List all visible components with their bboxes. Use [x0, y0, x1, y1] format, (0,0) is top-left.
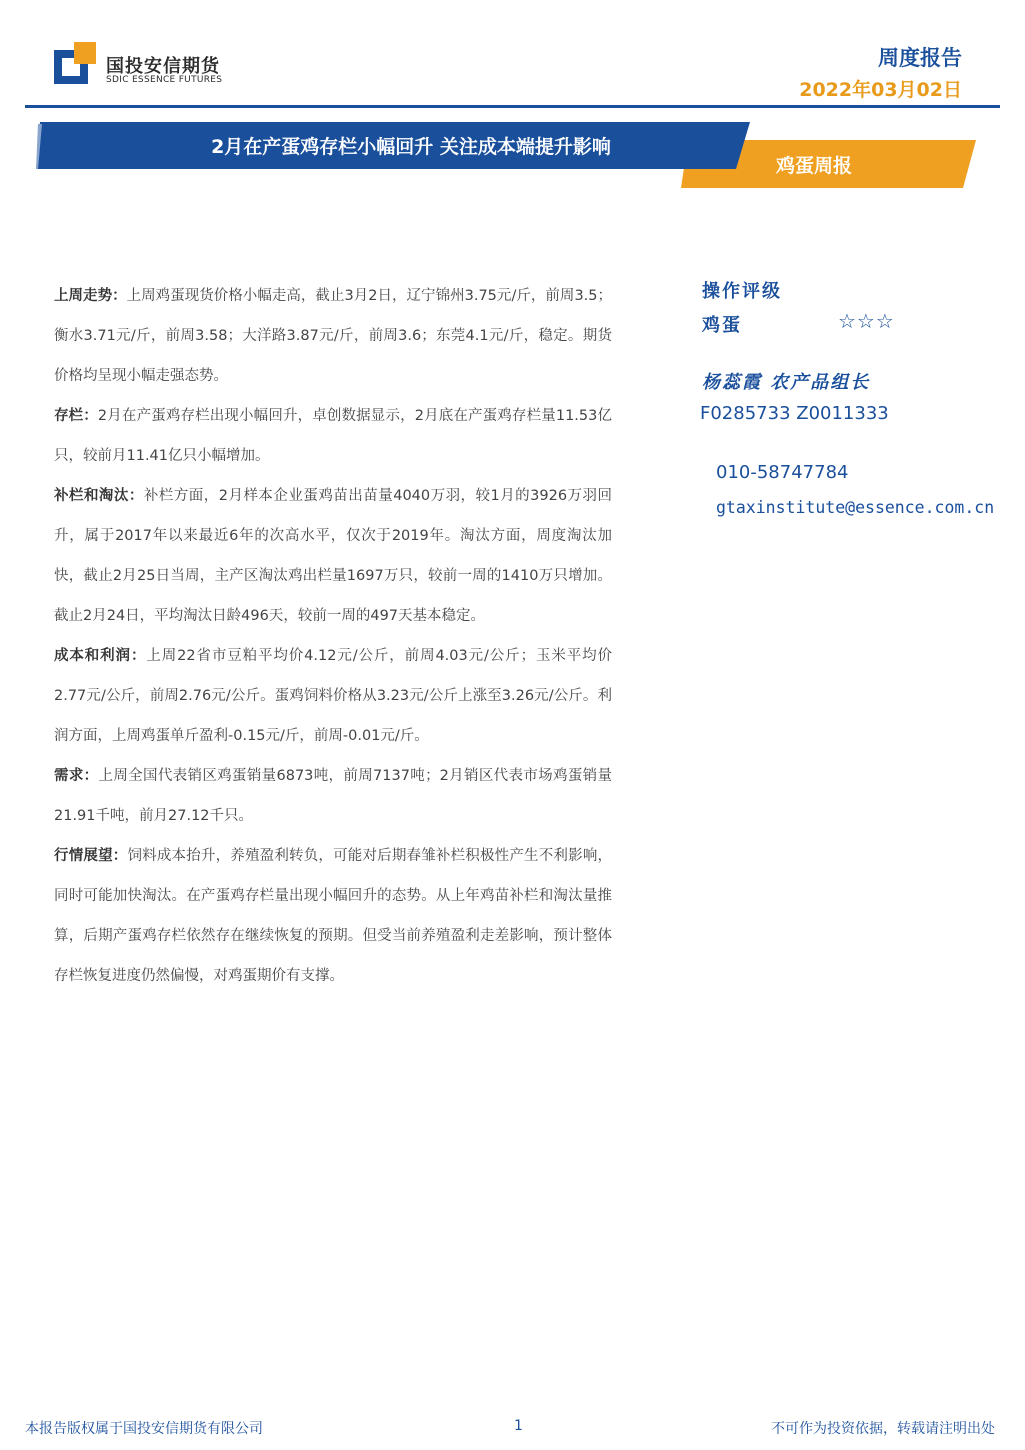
header-divider — [25, 105, 1000, 108]
paragraph-inventory: 存栏：2月在产蛋鸡存栏出现小幅回升，卓创数据显示，2月底在产蛋鸡存栏量11.53亿只，较前月11.41亿只小幅增加。 — [54, 408, 612, 464]
paragraph-demand: 需求：上周全国代表销区鸡蛋销量6873吨，前周7137吨；2月销区代表市场鸡蛋销量21.91千吨，前月27.12千只。 — [54, 768, 612, 824]
paragraph-outlook: 行情展望：饲料成本抬升，养殖盈利转负，可能对后期春雏补栏积极性产生不利影响，同时可能加快淘汰。在产蛋鸡存栏量出现小幅回升的态势。从上年鸡苗补栏和淘汰量推算，后期产蛋鸡存栏依然存在继续恢复的预期。但受当前养殖盈利走差影响，预计整体存栏恢复进度仍然偏慢，对鸡蛋期价有支撑。 — [54, 848, 613, 984]
page-number: 1 — [514, 1418, 523, 1434]
paragraph-restock-culling: 补栏和淘汰：补栏方面，2月样本企业蛋鸡苗出苗量4040万羽，较1月的3926万羽回升，属于2017年以来最近6年的次高水平，仅次于2019年。淘汰方面，周度淘汰加快，截止2月25日当周，主产区淘汰鸡出栏量1697万只，较前一周的1410万只增加。截止2月24日，平均淘汰日龄496天，较前一周的497天基本稳定。 — [54, 488, 612, 624]
logo-mark-icon — [54, 42, 96, 84]
title-banner — [36, 120, 986, 190]
logo-name-en: SDIC ESSENCE FUTURES — [106, 75, 223, 85]
report-type: 周度报告 — [878, 46, 962, 70]
rating-stars-icon: ☆☆☆ — [838, 309, 895, 333]
paragraph-market-trend: 上周走势：上周鸡蛋现货价格小幅走高，截止3月2日，辽宁锦州3.75元/斤，前周3.5；衡水3.71元/斤，前周3.58；大洋路3.87元/斤，前周3.6；东莞4.1元/斤，稳定。期货价格均呈现小幅走强态势。 — [54, 288, 613, 384]
company-logo — [54, 42, 234, 90]
report-title: 2月在产蛋鸡存栏小幅回升 关注成本端提升影响 — [211, 136, 611, 158]
contact-phone: 010-58747784 — [716, 462, 849, 483]
contact-email[interactable]: gtaxinstitute@essence.com.cn — [716, 498, 995, 517]
footer-disclaimer: 不可作为投资依据，转载请注明出处 — [771, 1421, 995, 1437]
footer-copyright: 本报告版权属于国投安信期货有限公司 — [25, 1421, 263, 1437]
analyst-name: 杨蕊霞 农产品组长 — [702, 372, 871, 393]
report-category-tag: 鸡蛋周报 — [776, 155, 853, 177]
analyst-license: F0285733 Z0011333 — [700, 403, 889, 424]
paragraph-cost-profit: 成本和利润：上周22省市豆粕平均价4.12元/公斤，前周4.03元/公斤；玉米平均价2.77元/公斤，前周2.76元/公斤。蛋鸡饲料价格从3.23元/公斤上涨至3.26元/公斤。利润方面，上周鸡蛋单斤盈利-0.15元/斤，前周-0.01元/斤。 — [54, 648, 613, 744]
report-body — [54, 276, 612, 996]
rating-title: 操作评级 — [702, 281, 782, 302]
logo-name-cn: 国投安信期货 — [106, 56, 220, 77]
report-date: 2022年03月02日 — [799, 79, 962, 101]
rating-item: 鸡蛋 — [702, 315, 742, 336]
